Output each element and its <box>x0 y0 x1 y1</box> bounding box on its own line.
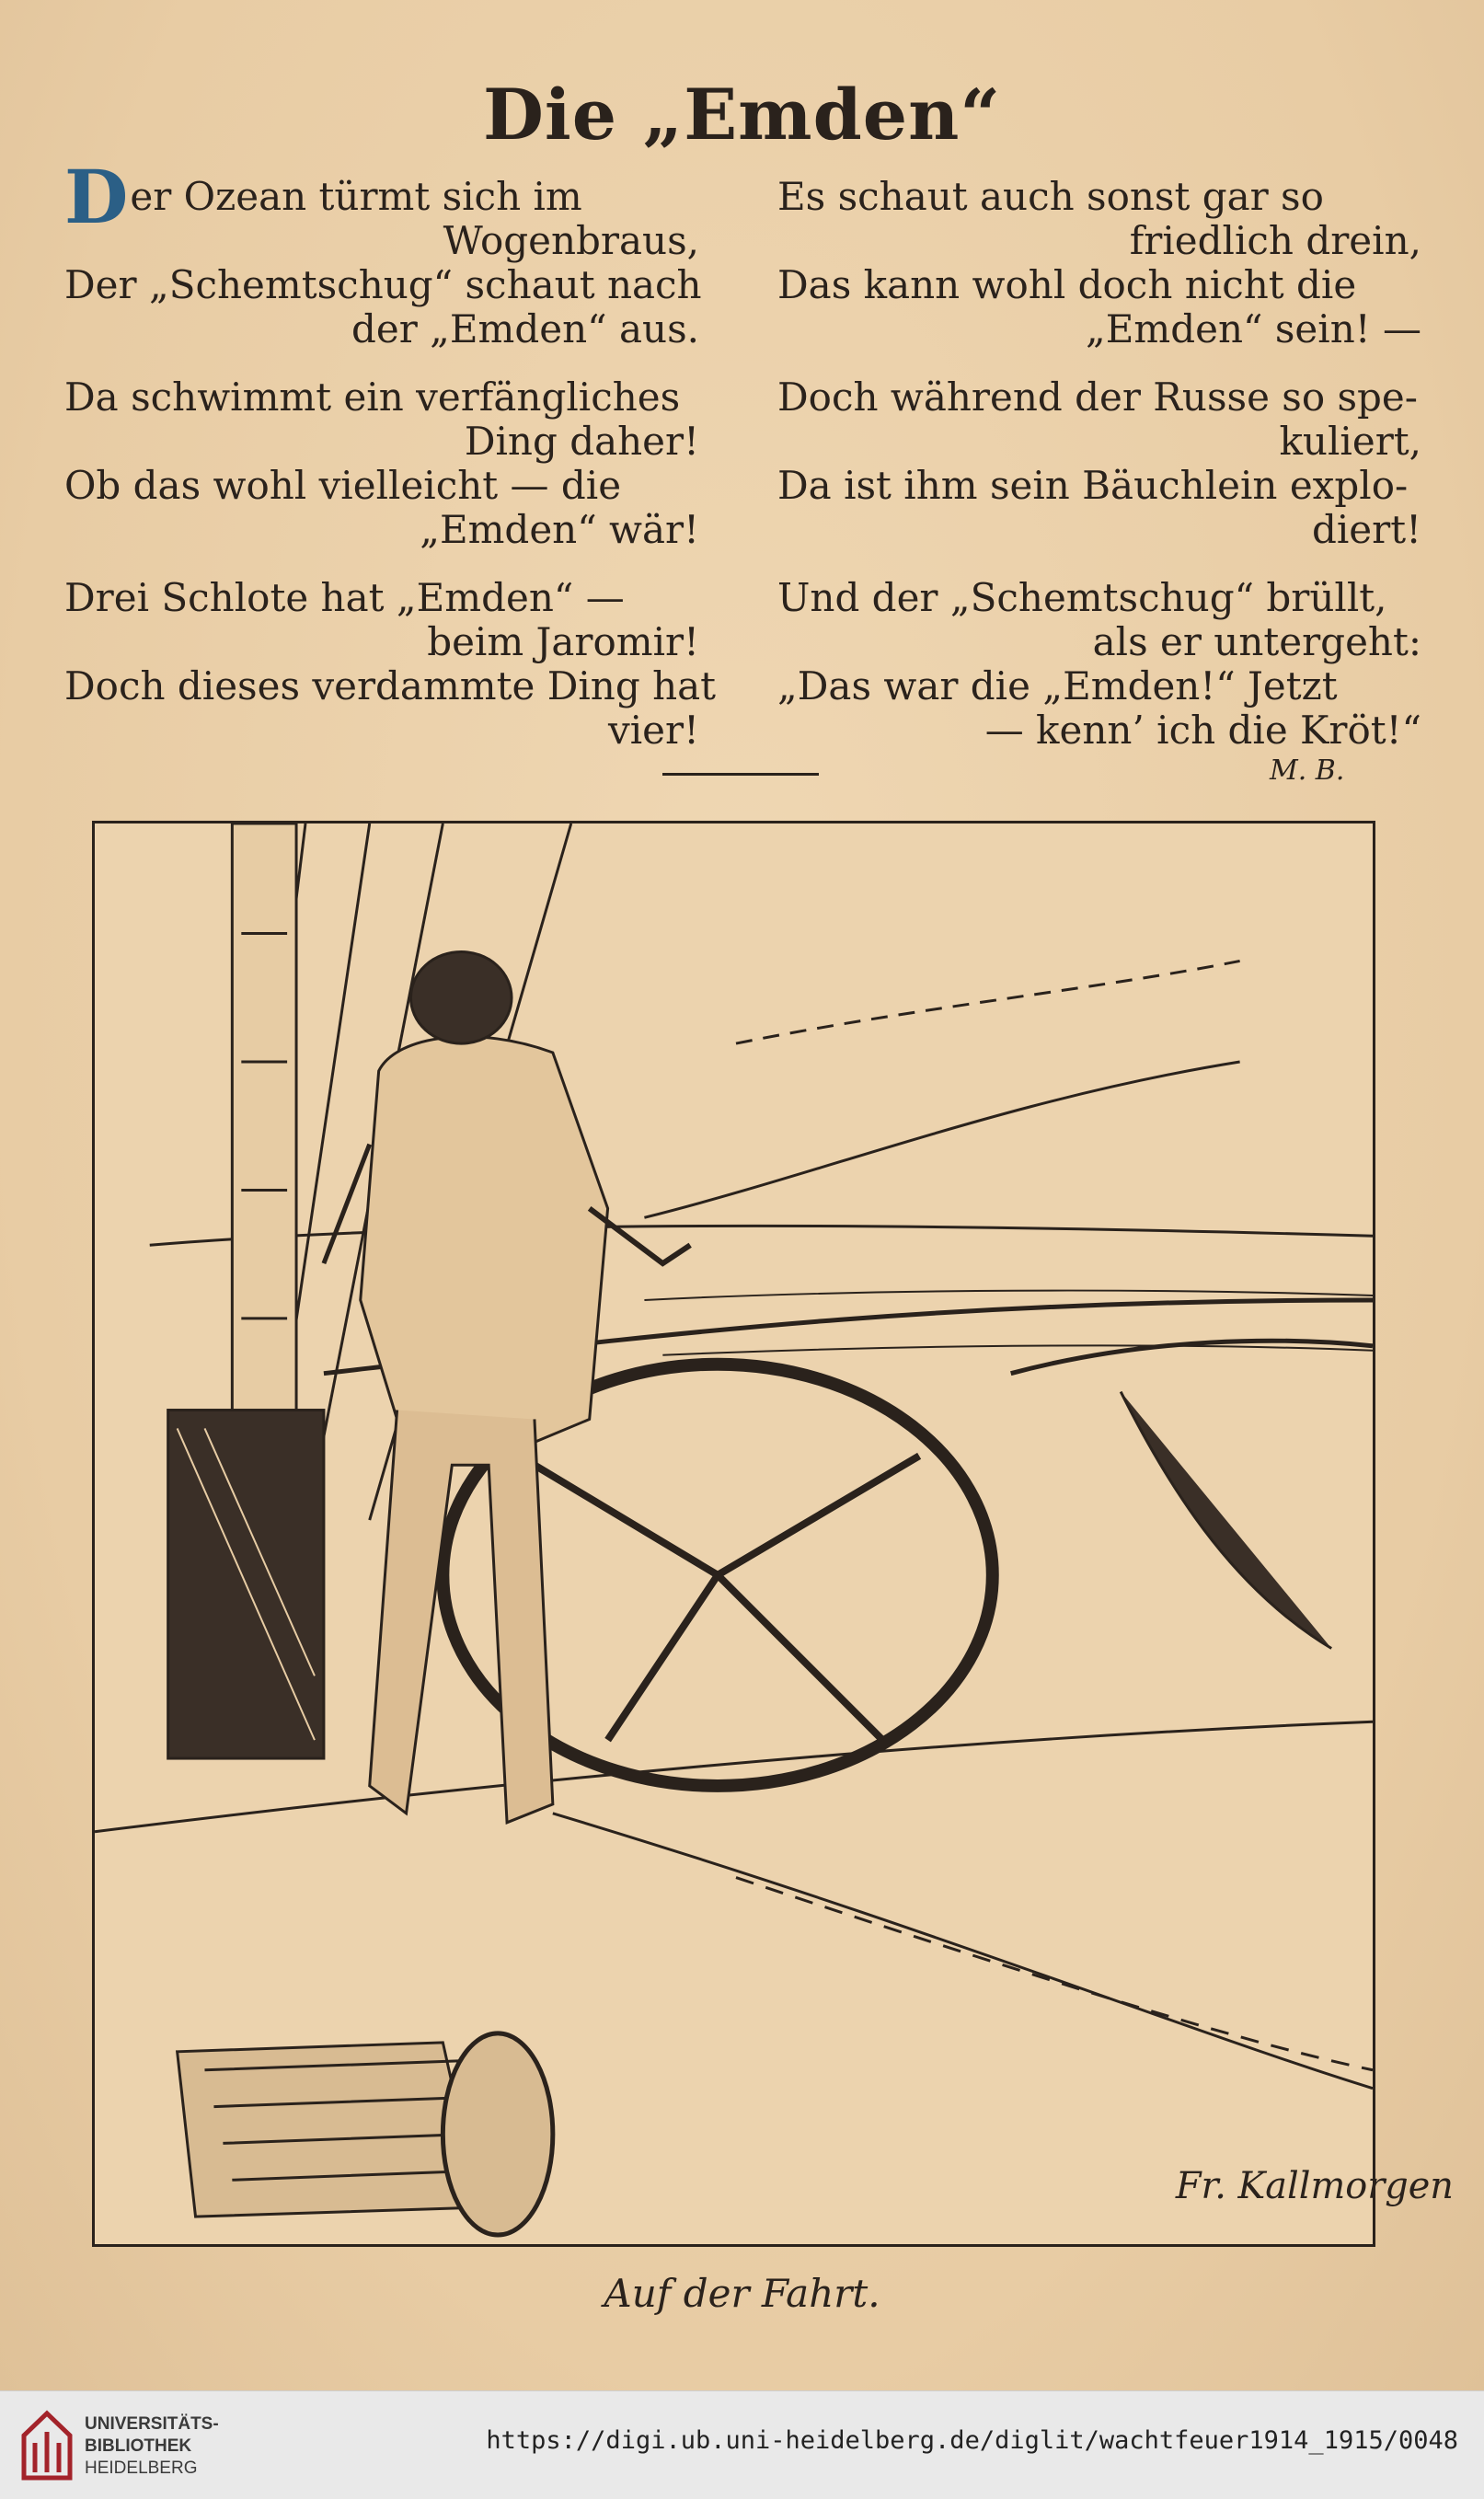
poem-line-text: Und der „Schemtschug“ brüllt, <box>777 575 1387 620</box>
poem-line <box>64 219 699 263</box>
poem-line <box>64 420 699 464</box>
poem-line <box>64 708 699 753</box>
illustration-caption: Auf der Fahrt. <box>604 2271 880 2316</box>
poem-line <box>777 464 1440 508</box>
poem-line-text: Ob das wohl vielleicht — die <box>64 463 622 508</box>
poem-line <box>777 664 1440 708</box>
poem-line <box>64 375 727 420</box>
library-name: UNIVERSITÄTS- BIBLIOTHEK HEIDELBERG <box>85 2414 219 2478</box>
illustration-drawing <box>95 823 1454 2244</box>
poem-line-text: Der „Schemtschug“ schaut nach <box>64 262 702 307</box>
poem-line-text: als er untergeht: <box>1092 619 1421 664</box>
poem-line-text: „Emden“ wär! <box>420 507 699 552</box>
drop-cap: D <box>64 154 129 240</box>
poem-line <box>777 708 1421 753</box>
poem-line <box>777 620 1421 664</box>
poem-line <box>64 154 727 240</box>
poem-stanza <box>64 576 727 753</box>
poem-line <box>777 576 1440 620</box>
poem-line-text: Wogenbraus, <box>443 218 699 263</box>
poem-line-text: Doch während der Russe so spe- <box>777 374 1418 420</box>
divider-rule <box>662 773 819 776</box>
poem-stanza <box>777 175 1440 351</box>
poem-line <box>64 464 727 508</box>
poem-line-text: beim Jaromir! <box>427 619 699 664</box>
poem-line <box>777 263 1440 307</box>
poem-line-text: „Das war die „Emden!“ Jetzt <box>777 663 1338 708</box>
poem-line-text: Das kann wohl doch nicht die <box>777 262 1357 307</box>
poem-line-text: friedlich drein, <box>1129 218 1421 263</box>
illustration-sailor-at-helm <box>92 821 1454 2247</box>
poem-line-text: Da schwimmt ein verfängliches <box>64 374 681 420</box>
poem-line-text: Ding daher! <box>464 419 699 464</box>
viewer-footer <box>0 2390 1484 2499</box>
poem-line-text: Drei Schlote hat „Emden“ — <box>64 575 625 620</box>
university-library-logo-icon[interactable] <box>18 2408 75 2483</box>
poem-line <box>64 576 727 620</box>
poem-line <box>64 664 727 708</box>
poem-line-text: — kenn’ ich die Kröt!“ <box>984 708 1421 753</box>
poem-stanza <box>64 375 727 552</box>
poem-line <box>777 375 1440 420</box>
poem-line <box>64 620 699 664</box>
poem-line-text: Doch dieses verdammte Ding hat <box>64 663 717 708</box>
poem-line-text: Da ist ihm sein Bäuchlein explo- <box>777 463 1409 508</box>
poem-stanza <box>777 375 1440 552</box>
poem-column-left <box>64 154 727 777</box>
poem-stanza <box>777 576 1440 753</box>
poem-line <box>777 175 1440 219</box>
poem-line-text: kuliert, <box>1279 419 1421 464</box>
poem-line-text: Es schaut auch sonst gar so <box>777 174 1324 219</box>
page-title: Die „Emden“ <box>482 74 1002 155</box>
poem-line <box>777 307 1421 351</box>
poem-line-text: er Ozean türmt sich im <box>130 174 582 219</box>
poem-line-text: der „Emden“ aus. <box>351 306 699 351</box>
poem-column-right <box>777 175 1440 777</box>
poem-line <box>777 219 1421 263</box>
poem-line <box>777 508 1421 552</box>
poem-line-text: diert! <box>1311 507 1421 552</box>
poem-line <box>777 420 1421 464</box>
poem-line-text: „Emden“ sein! — <box>1086 306 1421 351</box>
page-url-link[interactable]: https://digi.ub.uni-heidelberg.de/diglit/wachtfeuer1914_1915/0048 <box>486 2426 1458 2455</box>
poem-stanza <box>64 154 727 351</box>
poem-line <box>64 307 699 351</box>
poem-line-text: vier! <box>608 708 699 753</box>
poem-line <box>64 508 699 552</box>
author-initials: M. B. <box>1270 754 1345 787</box>
poem-line <box>64 263 727 307</box>
artist-signature: Fr. Kallmorgen <box>1175 2165 1454 2208</box>
